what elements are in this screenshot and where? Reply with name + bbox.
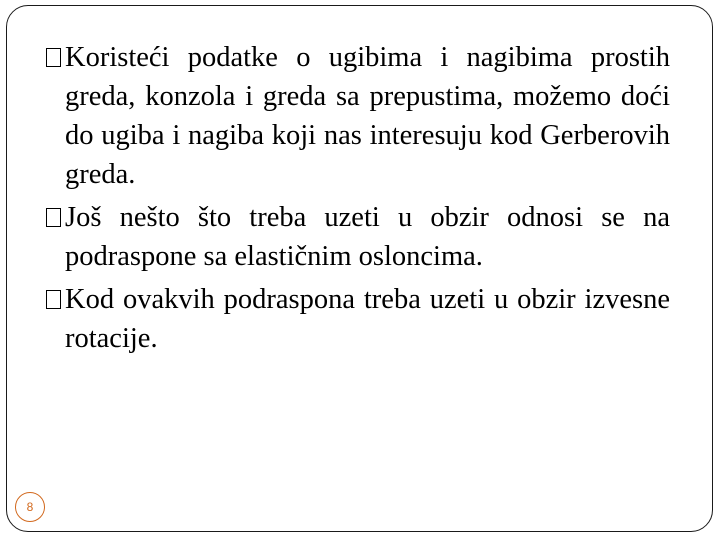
square-bullet-icon [46,48,61,67]
bullet-text: Još nešto što treba uzeti u obzir odnosi se na podraspone sa elastičnim osloncima. [65,202,670,272]
bullet-text: Koristeći podatke o ugibima i nagibima prostih greda, konzola i greda sa prepustima, možemo doći do ugiba i nagiba koji nas interesuju kod Gerberovih greda. [65,42,670,190]
bullet-item [46,38,670,194]
page-number-badge [15,492,45,522]
page-number: 8 [26,500,34,514]
square-bullet-icon [46,290,61,309]
bullet-text: Kod ovakvih podraspona treba uzeti u obzir izvesne rotacije. [65,284,670,354]
bullet-item [46,198,670,276]
square-bullet-icon [46,208,61,227]
bullet-item [46,280,670,358]
slide-content [46,38,670,362]
